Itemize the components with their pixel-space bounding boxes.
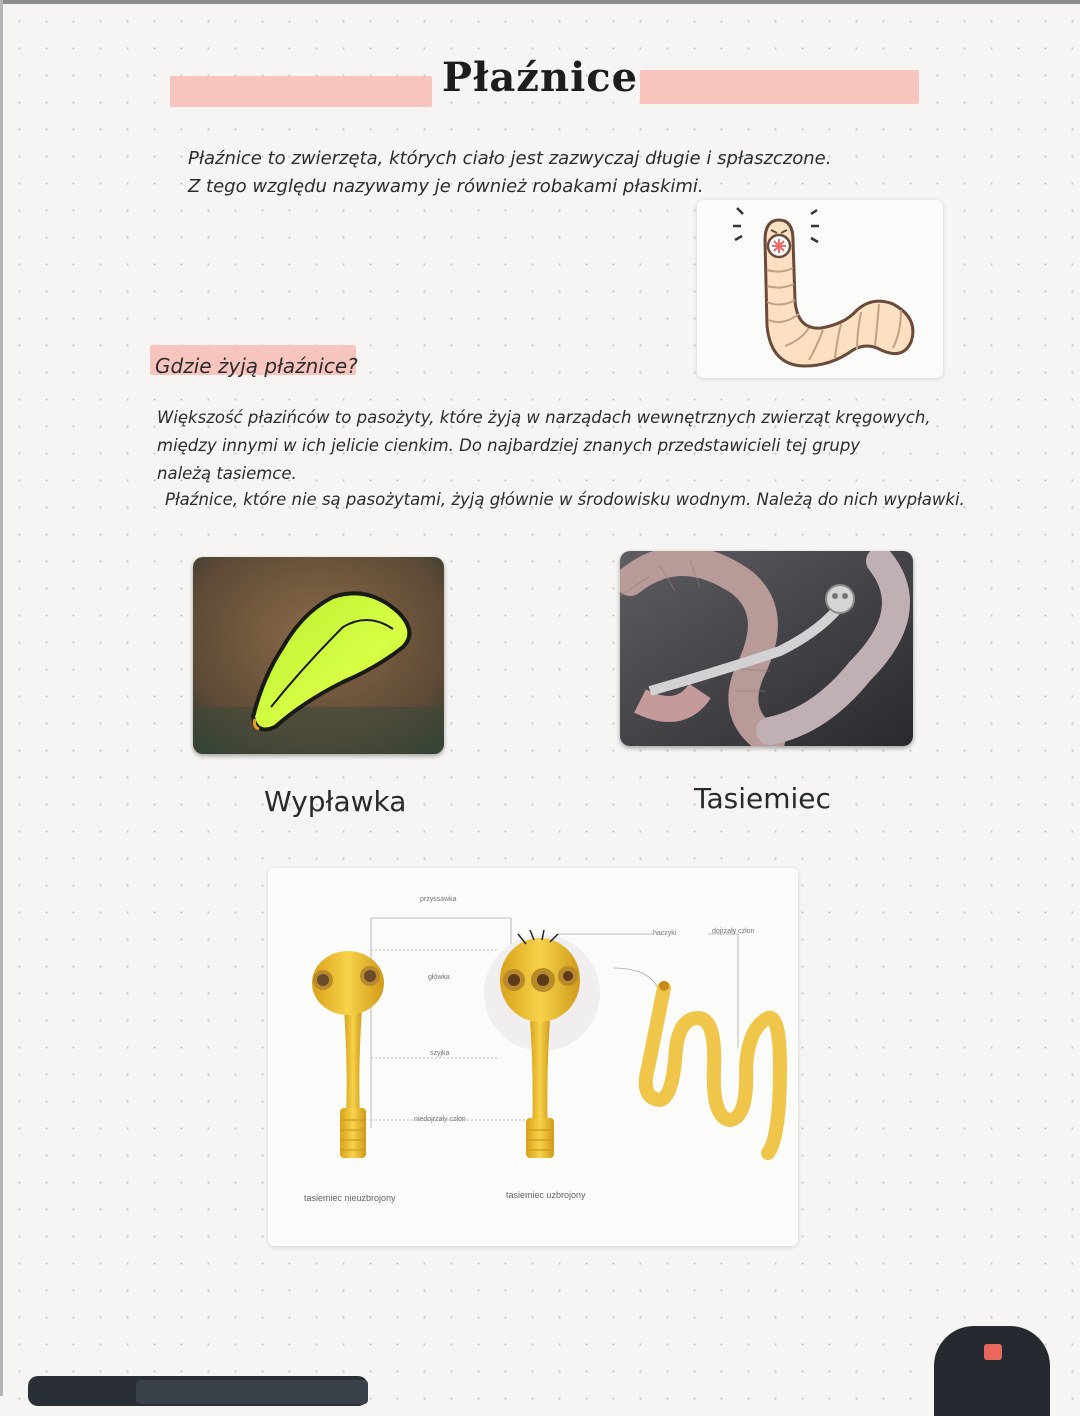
body-line-4: Płaźnice, które nie są pasożytami, żyją głównie w środowisku wodnym. Należą do nich wypławki. xyxy=(165,490,965,509)
caption-unarmed: tasiemiec nieuzbrojony xyxy=(304,1193,396,1203)
intro-line-2: Z tego względu nazywamy je również robakami płaskimi. xyxy=(188,176,704,197)
label-dojrzaly: dojrzały człon xyxy=(712,928,755,935)
tapeworm-image xyxy=(620,551,913,746)
intro-line-1: Płaźnice to zwierzęta, których ciało jest zazwyczaj długie i spłaszczone. xyxy=(188,148,832,169)
caption-flatworm: Wypławka xyxy=(264,785,407,818)
cartoon-worm-icon xyxy=(697,200,943,378)
flatworm-image xyxy=(193,557,444,754)
worm-illustration-card xyxy=(697,200,943,378)
label-haczyki: haczyki xyxy=(653,930,677,937)
title-highlight-right xyxy=(640,70,919,104)
section-heading: Gdzie żyją płaźnice? xyxy=(155,354,358,378)
body-line-1: Większość płazińców to pasożyty, które żyją w narządach wewnętrznych zwierząt kręgowych, xyxy=(157,408,931,427)
page-top-edge xyxy=(0,0,1080,4)
body-line-3: należą tasiemce. xyxy=(157,464,297,483)
label-niedojrzaly: niedojrzały człon xyxy=(414,1116,466,1123)
flatworm-photo xyxy=(193,557,444,754)
unarmed-tapeworm-icon xyxy=(312,951,384,1158)
body-line-2: między innymi w ich jelicie cienkim. Do najbardziej znanych przedstawicieli tej grupy xyxy=(157,436,861,455)
bottom-toolbar[interactable] xyxy=(28,1376,368,1406)
tapeworm-diagram xyxy=(268,868,798,1246)
armed-tapeworm-icon xyxy=(484,930,600,1158)
page-title: Płaźnice xyxy=(441,54,639,101)
title-highlight-left xyxy=(170,76,432,107)
label-glowka: główka xyxy=(428,974,450,981)
record-icon xyxy=(984,1344,1002,1360)
tapeworm-photo xyxy=(620,551,913,746)
caption-tapeworm: Tasiemiec xyxy=(694,782,831,815)
label-przyssawka: przyssawka xyxy=(420,896,457,903)
page-left-edge xyxy=(0,0,3,1396)
caption-armed: tasiemiec uzbrojony xyxy=(506,1190,586,1200)
tapeworm-body-icon xyxy=(646,988,780,1153)
toolbar-segment[interactable] xyxy=(136,1380,368,1404)
label-szyjka: szyjka xyxy=(430,1050,450,1057)
camera-button[interactable] xyxy=(934,1326,1050,1416)
